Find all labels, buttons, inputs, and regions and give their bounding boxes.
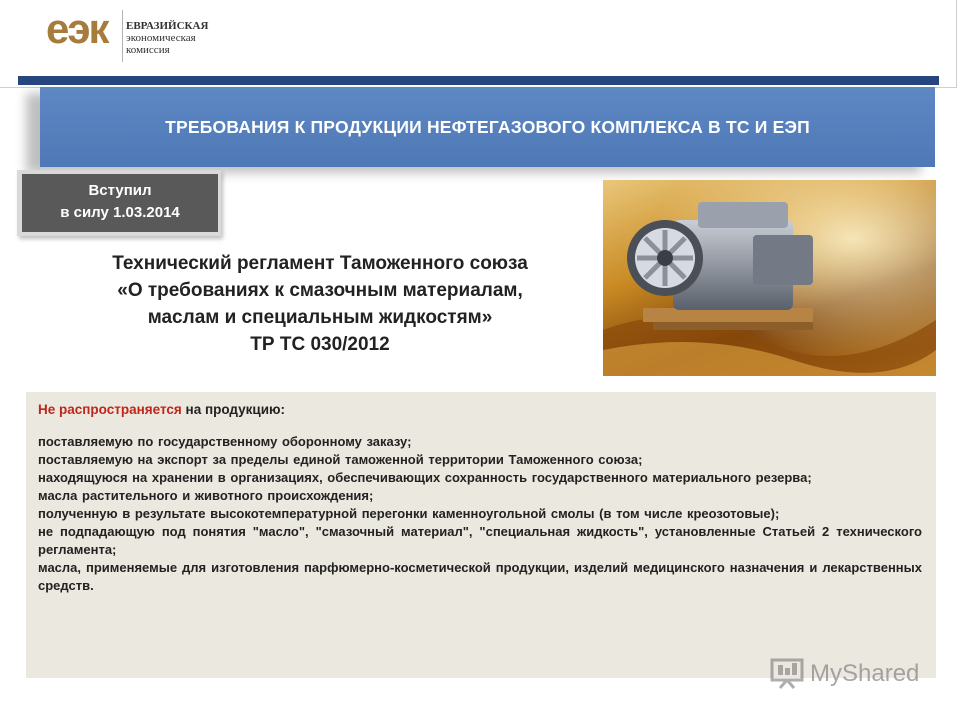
- eec-logo: [46, 5, 209, 68]
- list-item: находящуюся на хранении в организациях, обеспечивающих сохранность государственного материального резерва;: [38, 470, 812, 485]
- watermark-text: MyShared: [810, 660, 920, 687]
- regulation-line-1: Технический регламент Таможенного союза: [112, 253, 528, 274]
- exclusions-list: [38, 433, 922, 595]
- regulation-title: [40, 250, 600, 358]
- list-item: не подпадающую под понятия "масло", "смазочный материал", "специальная жидкость", установленные Статьей 2 технического регламента;: [38, 524, 922, 557]
- engine-image: [603, 180, 936, 376]
- logo-line-3: комиссия: [126, 44, 170, 56]
- list-item: масла, применяемые для изготовления парфюмерно-косметической продукции, изделий медицинского назначения и лекарственных средств.: [38, 560, 922, 593]
- list-item: поставляемую на экспорт за пределы единой таможенной территории Таможенного союза;: [38, 452, 643, 467]
- regulation-line-4: ТР ТС 030/2012: [250, 334, 390, 355]
- exclusions-heading-rest: на продукцию:: [181, 402, 286, 417]
- list-item: масла растительного и животного происхождения;: [38, 488, 374, 503]
- exclusions-heading-emphasis: Не распространяется: [38, 402, 182, 417]
- list-item: поставляемую по государственному оборонному заказу;: [38, 434, 412, 449]
- exclusions-heading: [38, 402, 922, 417]
- regulation-line-3: маслам и специальным жидкостям»: [147, 307, 493, 328]
- badge-line-2: в силу 1.03.2014: [60, 204, 180, 221]
- logo-text: [126, 20, 208, 56]
- list-item: полученную в результате высокотемпературной перегонки каменноугольной смолы (в том числе креозотовые);: [38, 506, 780, 521]
- logo-line-1: ЕВРАЗИЙСКАЯ: [126, 20, 209, 32]
- watermark: [770, 654, 930, 694]
- regulation-line-2: «О требованиях к смазочным материалам,: [117, 280, 523, 301]
- header-strip: [18, 76, 939, 85]
- logo-divider: [122, 10, 123, 62]
- title-bar: [40, 87, 935, 167]
- badge-line-1: Вступил: [88, 182, 152, 199]
- logo-mark: еэк: [46, 5, 108, 52]
- engine-illustration: [603, 180, 936, 376]
- logo-line-2: экономическая: [126, 32, 196, 44]
- page-title: ТРЕБОВАНИЯ К ПРОДУКЦИИ НЕФТЕГАЗОВОГО КОМПЛЕКСА В ТС И ЕЭП: [165, 116, 810, 137]
- presentation-icon: [770, 656, 804, 690]
- exclusions-panel: [26, 392, 936, 678]
- effective-date-badge: [22, 174, 218, 232]
